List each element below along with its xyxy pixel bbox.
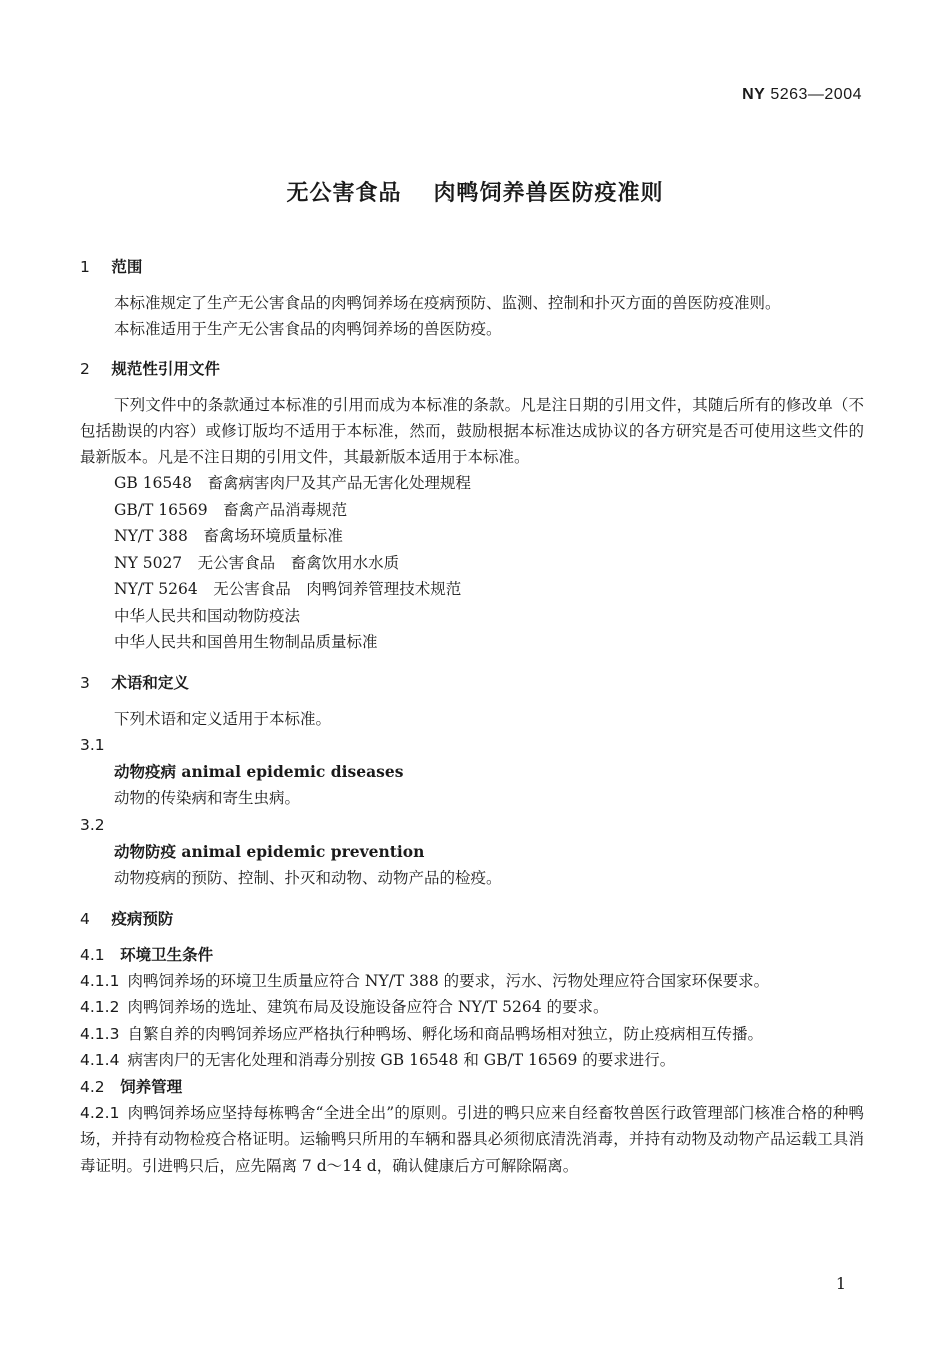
clause-text: 病害肉尸的无害化处理和消毒分别按 GB 16548 和 GB/T 16569 的要求进行。 [127,1051,676,1069]
term-name-en: animal epidemic diseases [181,761,404,781]
standard-code-prefix: NY [742,86,766,103]
term-definition: 动物的传染病和寄生虫病。 [114,788,301,807]
clause-4-2-1 [80,1100,864,1180]
section-title: 规范性引用文件 [111,360,220,378]
section-number: 1 [80,258,90,276]
term-name-en: animal epidemic prevention [181,841,425,861]
clause-number: 4.1.3 [80,1024,120,1043]
section-2-heading [80,356,864,382]
clause-4-1-3 [80,1021,864,1048]
paragraph: 下列文件中的条款通过本标准的引用而成为本标准的条款。凡是注日期的引用文件，其随后所有的修改单（不包括勘误的内容）或修订版均不适用于本标准，然而，鼓励根据本标准达成协议的各方研究是否可使用这些文件的最新版本。凡是不注日期的引用文件，其最新版本适用于本标准。 [80,396,864,466]
term-name-zh: 动物疫病 [114,761,177,781]
term-number: 3.2 [80,815,105,834]
paragraph: 本标准规定了生产无公害食品的肉鸭饲养场在疫病预防、监测、控制和扑灭方面的兽医防疫准则。 [114,294,781,312]
section-1-heading [80,254,864,280]
subsection-4-1-heading [80,942,864,968]
clause-4-1-4 [80,1047,864,1074]
section-title: 疫病预防 [111,909,174,928]
title-part-1: 无公害食品 [286,181,402,206]
term-definition: 动物疫病的预防、控制、扑灭和动物、动物产品的检疫。 [114,868,502,887]
reference-item: NY/T 388 畜禽场环境质量标准 [114,527,343,545]
section-number: 2 [80,360,90,378]
section-3-heading [80,670,864,696]
page-number: 1 [835,1274,846,1293]
term-number: 3.1 [80,735,105,754]
clause-number: 4.1.2 [80,998,120,1016]
reference-item: NY 5027 无公害食品 畜禽饮用水水质 [114,553,400,572]
clause-4-1-2 [80,994,864,1021]
paragraph: 下列术语和定义适用于本标准。 [114,709,332,728]
reference-item: GB/T 16569 畜禽产品消毒规范 [114,500,348,519]
paragraph: 本标准适用于生产无公害食品的肉鸭饲养场的兽医防疫。 [114,320,502,338]
clause-text: 自繁自养的肉鸭饲养场应严格执行种鸭场、孵化场和商品鸭场相对独立，防止疫病相互传播。 [127,1024,763,1043]
document-title [0,176,950,207]
term-name-zh: 动物防疫 [114,841,177,861]
reference-item: 中华人民共和国兽用生物制品质量标准 [114,633,378,651]
subsection-title: 环境卫生条件 [120,945,214,964]
clause-text: 肉鸭饲养场的环境卫生质量应符合 NY/T 388 的要求，污水、污物处理应符合国家环保要求。 [127,971,770,990]
section-number: 3 [80,673,90,692]
subsection-number: 4.2 [80,1077,105,1096]
subsection-number: 4.1 [80,945,105,964]
clause-number: 4.1.4 [80,1051,120,1069]
section-title: 范围 [111,258,143,276]
section-title: 术语和定义 [111,673,189,692]
term-name [80,758,864,785]
standard-code [742,86,862,104]
clause-4-1-1 [80,968,864,995]
clause-number: 4.2.1 [80,1103,120,1122]
clause-number: 4.1.1 [80,971,120,990]
clause-text: 肉鸭饲养场的选址、建筑布局及设施设备应符合 NY/T 5264 的要求。 [127,998,609,1016]
document-body [80,254,864,1179]
reference-item: 中华人民共和国动物防疫法 [114,606,301,625]
clause-text: 肉鸭饲养场应坚持每栋鸭舍“全进全出”的原则。引进的鸭只应来自经畜牧兽医行政管理部门核准合格的种鸭场，并持有动物检疫合格证明。运输鸭只所用的车辆和器具必须彻底清洗消毒，并持有动物及动物产品运载工具消毒证明。引进鸭只后，应先隔离 7 d～14 d，确认健康后方可解除隔离。 [80,1103,864,1175]
section-number: 4 [80,909,90,928]
reference-item: GB 16548 畜禽病害肉尸及其产品无害化处理规程 [114,474,472,492]
subsection-4-2-heading [80,1074,864,1100]
section-4-heading [80,906,864,932]
reference-item: NY/T 5264 无公害食品 肉鸭饲养管理技术规范 [114,580,462,598]
term-name [80,838,864,865]
title-part-2: 肉鸭饲养兽医防疫准则 [433,181,664,206]
subsection-title: 饲养管理 [120,1077,183,1096]
standard-code-number: 5263—2004 [770,86,862,103]
